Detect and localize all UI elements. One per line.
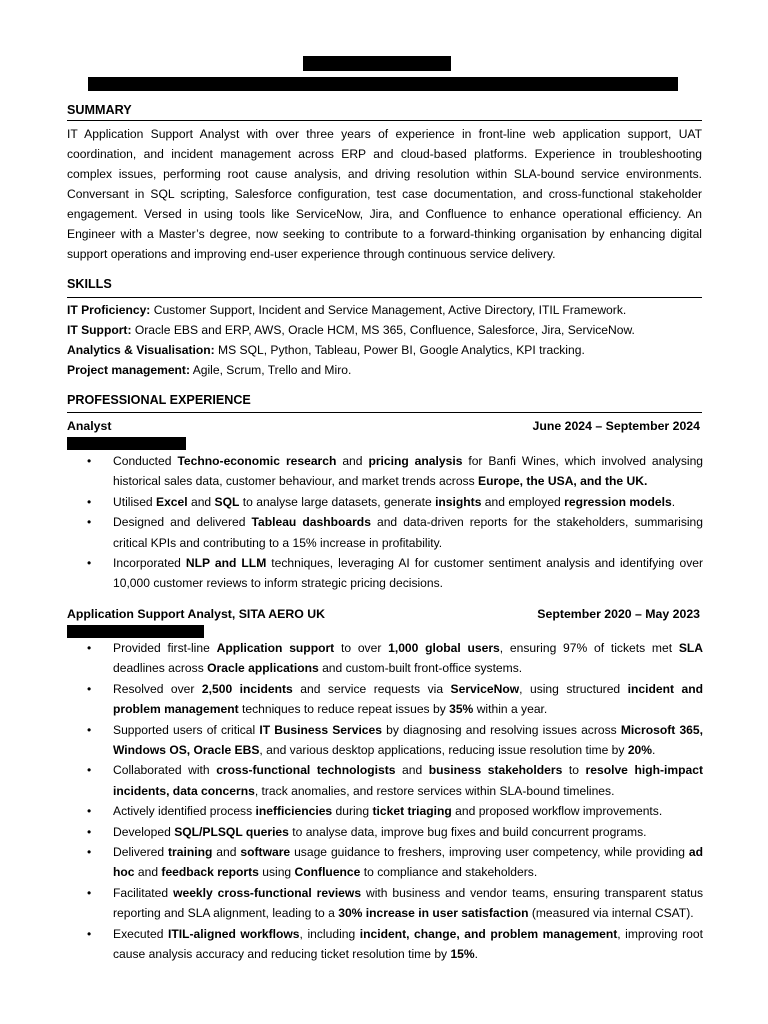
- bold-text: regression models: [564, 494, 672, 509]
- text: during: [332, 804, 373, 819]
- bullet-item: [67, 822, 703, 842]
- bold-text: Europe, the USA, and the UK.: [478, 474, 648, 489]
- text: to compliance and stakeholders.: [360, 865, 538, 880]
- bullet-item: [67, 512, 703, 553]
- text: using: [258, 865, 295, 880]
- text: , ensuring 97% of tickets met: [499, 641, 679, 655]
- text: usage guidance to freshers, improving user competency, while providing: [290, 845, 689, 860]
- bold-text: Oracle applications: [207, 661, 319, 676]
- job-title: Analyst: [67, 419, 112, 433]
- bold-text: 30% increase in user satisfaction: [338, 906, 529, 921]
- text: , including: [299, 926, 360, 941]
- text: and proposed workflow improvements.: [451, 804, 663, 819]
- text: techniques to reduce repeat issues by: [238, 702, 450, 717]
- bold-text: 20%: [627, 743, 653, 758]
- text: and: [336, 454, 369, 468]
- bold-text: feedback reports: [161, 865, 259, 880]
- text: and custom-built front-office systems.: [318, 661, 523, 676]
- bold-text: IT Business Services: [259, 722, 382, 737]
- text: Designed and delivered: [113, 515, 252, 530]
- bullet-item: [67, 760, 703, 801]
- bold-text: insights: [435, 494, 482, 509]
- skill-line: [67, 360, 702, 380]
- text: Resolved over: [113, 681, 202, 696]
- bold-text: ad hoc: [113, 845, 703, 880]
- bold-text: 35%: [449, 702, 474, 717]
- bold-text: ServiceNow: [450, 681, 520, 696]
- bold-text: Microsoft 365, Windows OS, Oracle EBS: [113, 722, 703, 758]
- bold-text: SQL: [214, 494, 240, 509]
- bold-text: training: [168, 845, 213, 860]
- bullet-item: [67, 801, 703, 821]
- text: techniques, leveraging AI for customer sentiment analysis and identifying over 10,000 customer reviews to inform strategic pricing decisions.: [113, 556, 703, 591]
- bullet-item: [67, 924, 703, 965]
- text: .: [652, 743, 656, 758]
- text: Incorporated: [113, 556, 186, 571]
- text: to over: [334, 641, 389, 655]
- bold-text: pricing analysis: [368, 454, 463, 468]
- text: by diagnosing and resolving issues across: [381, 722, 621, 737]
- summary-heading: SUMMARY: [67, 103, 132, 117]
- bold-text: ticket triaging: [372, 804, 452, 819]
- bold-text: resolve high-impact incidents, data concerns: [113, 763, 703, 798]
- text: to analyse large datasets, generate: [239, 494, 436, 509]
- bold-text: Tableau dashboards: [251, 515, 371, 530]
- job-bullets: [67, 451, 703, 594]
- bullet-item: [67, 638, 703, 679]
- text: and: [187, 494, 215, 509]
- bold-text: SLA: [678, 641, 703, 655]
- redacted-company: [67, 437, 186, 450]
- bullet-item: [67, 883, 703, 924]
- bold-text: incident and problem management: [113, 681, 703, 717]
- text: Supported users of critical: [113, 722, 260, 737]
- bold-text: NLP and LLM: [185, 556, 267, 571]
- text: Conducted: [113, 454, 178, 468]
- skill-line: [67, 340, 702, 360]
- text: .: [671, 494, 676, 509]
- text: , track anomalies, and restore services within SLA-bound timelines.: [254, 783, 615, 798]
- text: Delivered: [113, 845, 169, 860]
- bold-text: Application support: [216, 641, 335, 655]
- bold-text: ITIL-aligned workflows: [167, 926, 300, 941]
- skill-value: MS SQL, Python, Tableau, Power BI, Google Analytics, KPI tracking.: [214, 343, 585, 357]
- bold-text: cross-functional technologists: [216, 763, 396, 778]
- text: Facilitated: [113, 885, 174, 900]
- experience-heading: PROFESSIONAL EXPERIENCE: [67, 393, 251, 407]
- skill-label: Project management:: [67, 363, 190, 377]
- bold-text: Techno-economic research: [177, 454, 337, 468]
- bold-text: 2,500 incidents: [201, 681, 293, 696]
- bold-text: incident, change, and problem management: [359, 926, 618, 941]
- text: and: [134, 865, 162, 880]
- text: with business and vendor teams, ensuring transparent status reporting and SLA alignment, leading to a: [113, 885, 704, 921]
- text: for Banfi Wines, which involved analysing historical sales data, customer behaviour, and market trends across: [113, 454, 704, 489]
- text: (measured via internal CSAT).: [528, 906, 694, 921]
- job-bullets: [67, 638, 703, 965]
- text: deadlines across: [113, 661, 208, 676]
- text: , improving root cause analysis accuracy and reducing ticket resolution time by: [113, 926, 703, 962]
- bold-text: inefficiencies: [255, 804, 333, 819]
- text: to: [562, 763, 586, 778]
- skill-value: Agile, Scrum, Trello and Miro.: [190, 363, 352, 377]
- text: Collaborated with: [113, 763, 217, 778]
- bold-text: software: [240, 845, 291, 860]
- text: and: [212, 845, 241, 860]
- skill-label: IT Support:: [67, 323, 132, 337]
- text: , using structured: [519, 681, 628, 696]
- skills-divider: [67, 297, 702, 298]
- bold-text: business stakeholders: [428, 763, 563, 778]
- experience-divider: [67, 412, 702, 413]
- bullet-item: [67, 492, 703, 512]
- skill-label: Analytics & Visualisation:: [67, 343, 215, 357]
- skill-value: Oracle EBS and ERP, AWS, Oracle HCM, MS 365, Confluence, Salesforce, Jira, ServiceNow.: [131, 323, 635, 337]
- text: and: [395, 763, 429, 778]
- job-title: Application Support Analyst, SITA AERO UK: [67, 607, 326, 621]
- text: and employed: [481, 494, 565, 509]
- skill-line: [67, 300, 702, 320]
- text: within a year.: [473, 702, 548, 717]
- text: Developed: [113, 824, 175, 839]
- job-dates: June 2024 – September 2024: [532, 419, 700, 433]
- bold-text: 15%: [450, 947, 475, 962]
- bold-text: Confluence: [294, 865, 361, 880]
- summary-text: IT Application Support Analyst with over three years of experience in front-line web application support, UAT coordination, and incident management across ERP and cloud-based platforms. Experience in troubleshooting complex issues, performing root cause analysis, and driving resolution within SLA-bound service environments. Conversant in SQL scripting, Salesforce configuration, test case documentation, and cross-functional stakeholder engagement. Versed in using tools like ServiceNow, Jira, and Confluence to enhance operational efficiency. An Engineer with a Master’s degree, now seeking to contribute to a forward-thinking organisation by enhancing digital support operations and improving end-user experience through continuous service delivery.: [67, 127, 702, 261]
- skill-value: Customer Support, Incident and Service Management, Active Directory, ITIL Framework.: [150, 303, 627, 317]
- text: to analyse data, improve bug fixes and build concurrent programs.: [288, 824, 647, 839]
- text: Executed: [113, 926, 168, 941]
- text: .: [474, 947, 479, 962]
- bold-text: weekly cross-functional reviews: [173, 885, 362, 900]
- bullet-item: [67, 451, 703, 492]
- bold-text: 1,000 global users: [388, 641, 500, 655]
- bold-text: Excel: [156, 494, 188, 509]
- summary-divider: [67, 120, 702, 121]
- text: and data-driven reports for the stakeholders, summarising critical KPIs and contributing to a 15% increase in profitability.: [113, 515, 703, 550]
- skill-line: [67, 320, 702, 340]
- bullet-item: [67, 720, 703, 761]
- text: Utilised: [113, 494, 157, 509]
- skills-heading: SKILLS: [67, 277, 112, 291]
- text: and service requests via: [292, 681, 451, 696]
- job-dates: September 2020 – May 2023: [537, 607, 700, 621]
- redacted-detail: [67, 625, 204, 638]
- skill-label: IT Proficiency:: [67, 303, 151, 317]
- bullet-item: [67, 553, 703, 594]
- text: Actively identified process: [113, 804, 256, 819]
- text: Provided first-line: [113, 641, 217, 655]
- bullet-item: [67, 679, 703, 720]
- redacted-name: [303, 56, 451, 71]
- bullet-item: [67, 842, 703, 883]
- text: , and various desktop applications, reducing issue resolution time by: [259, 743, 628, 758]
- bold-text: SQL/PLSQL queries: [174, 824, 289, 839]
- redacted-contact-line: [88, 77, 678, 91]
